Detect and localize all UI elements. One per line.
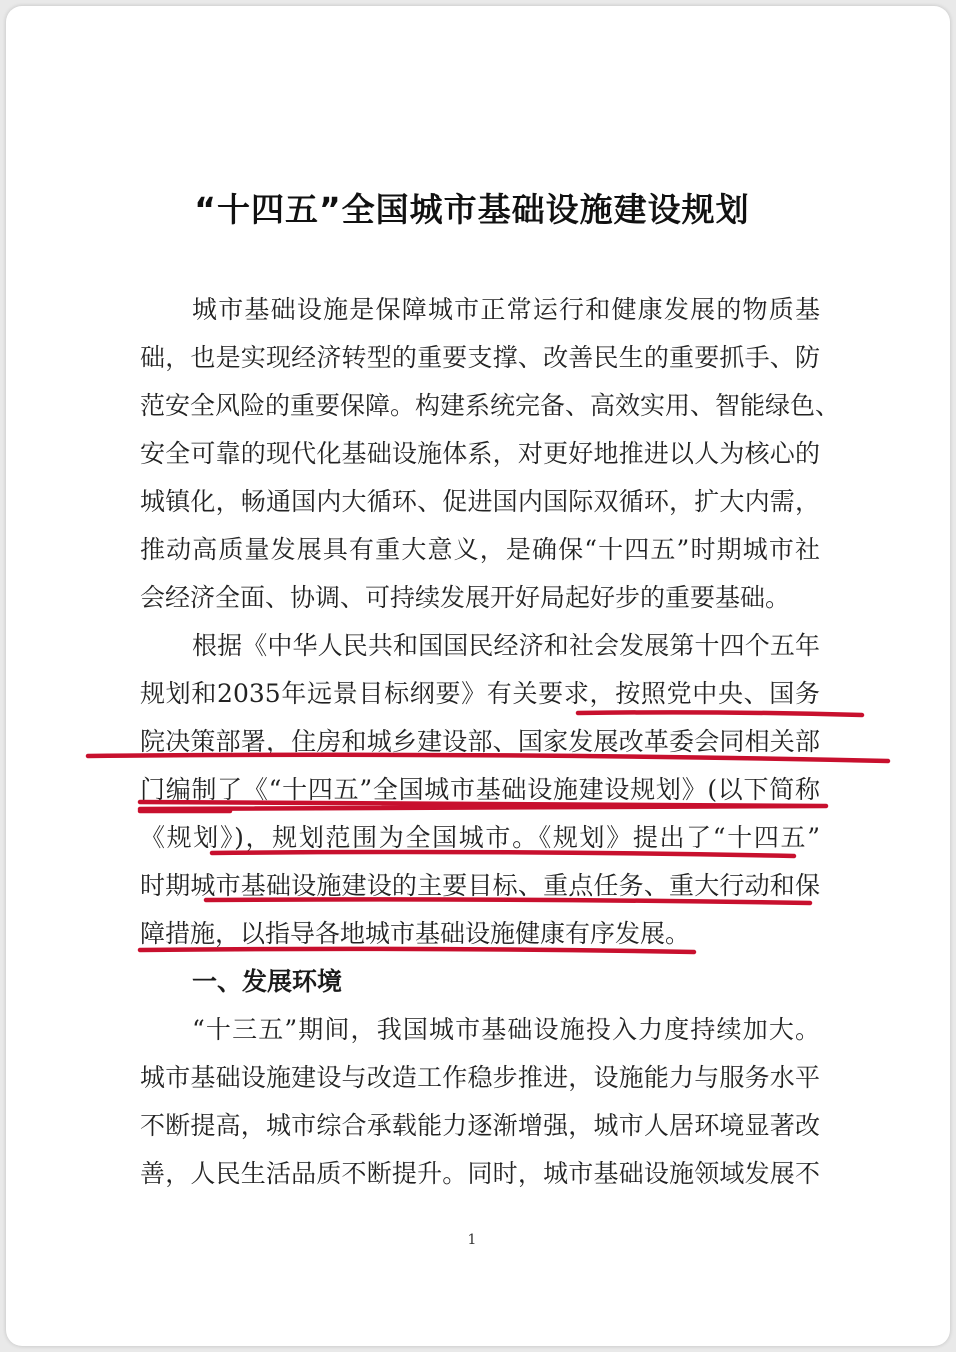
- paragraph-3-line-2: 城市基础设施建设与改造工作稳步推进，设施能力与服务水平: [140, 1063, 820, 1092]
- document-title: “十四五”全国城市基础设施建设规划: [194, 190, 750, 229]
- paragraph-1-line-5: 城镇化，畅通国内大循环、促进国内国际双循环，扩大内需，: [140, 487, 820, 516]
- page-number: 1: [467, 1232, 477, 1248]
- paragraph-2-line-7: 障措施，以指导各地城市基础设施健康有序发展。: [140, 919, 691, 948]
- paragraph-1-line-1: 城市基础设施是保障城市正常运行和健康发展的物质基: [192, 295, 820, 324]
- paragraph-3-line-4: 善，人民生活品质不断提升。同时，城市基础设施领域发展不: [140, 1159, 820, 1188]
- paragraph-1-line-4: 安全可靠的现代化基础设施体系，对更好地推进以人为核心的: [140, 439, 820, 468]
- paragraph-1-line-7: 会经济全面、协调、可持续发展开好局起好步的重要基础。: [140, 583, 791, 612]
- paragraph-1-line-3: 范安全风险的重要保障。构建系统完备、高效实用、智能绿色、: [140, 391, 841, 420]
- paragraph-3-line-1: “十三五”期间，我国城市基础设施投入力度持续加大。: [192, 1015, 820, 1044]
- paragraph-2-line-5: 《规划》)，规划范围为全国城市。《规划》提出了“十四五”: [140, 823, 820, 852]
- paragraph-1-line-2: 础，也是实现经济转型的重要支撑、改善民生的重要抓手、防: [140, 343, 820, 372]
- section-heading: 一、发展环境: [192, 967, 343, 996]
- paragraph-1-line-6: 推动高质量发展具有重大意义，是确保“十四五”时期城市社: [140, 535, 820, 564]
- paragraph-2-line-4: 门编制了《“十四五”全国城市基础设施建设规划》(以下简称: [140, 775, 820, 804]
- paragraph-2-line-6: 时期城市基础设施建设的主要目标、重点任务、重大行动和保: [140, 871, 820, 900]
- paragraph-2-line-2: 规划和2035年远景目标纲要》有关要求，按照党中央、国务: [140, 679, 820, 708]
- paragraph-2-line-1: 根据《中华人民共和国国民经济和社会发展第十四个五年: [192, 631, 820, 660]
- paragraph-2-line-3: 院决策部署，住房和城乡建设部、国家发展改革委会同相关部: [140, 727, 820, 756]
- paragraph-3-line-3: 不断提高，城市综合承载能力逐渐增强，城市人居环境显著改: [140, 1111, 820, 1140]
